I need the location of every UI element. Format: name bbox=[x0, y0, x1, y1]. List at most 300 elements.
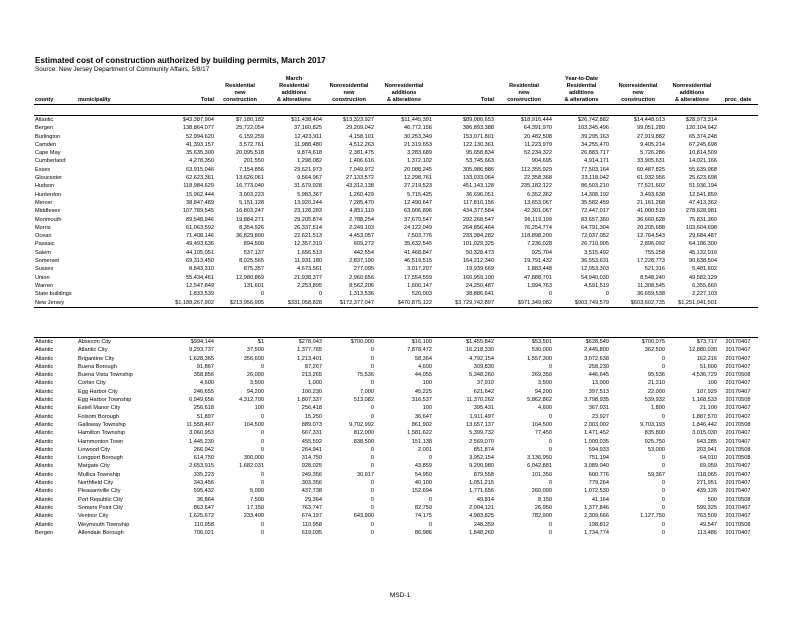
table-cell: 17,150 bbox=[246, 504, 264, 511]
table-cell: 26,883,717 bbox=[581, 150, 609, 157]
table-cell: 104,500 bbox=[243, 421, 264, 428]
municipality-row bbox=[34, 487, 758, 495]
table-cell: 925,704 bbox=[531, 249, 552, 256]
county-row bbox=[34, 240, 758, 248]
table-cell: 1,298,082 bbox=[297, 158, 322, 165]
table-cell: 69,059 bbox=[699, 463, 717, 470]
table-cell: 25,722,054 bbox=[236, 125, 264, 132]
table-cell: Mercer bbox=[35, 199, 53, 206]
table-cell: 6,042,881 bbox=[527, 463, 552, 470]
table-cell: 83,657,360 bbox=[581, 216, 609, 223]
table-cell: 101,350 bbox=[531, 471, 552, 478]
table-cell: 77,450 bbox=[534, 430, 552, 437]
table-cell: 264,941 bbox=[301, 446, 322, 453]
table-cell: 29,684,487 bbox=[689, 233, 717, 240]
municipality-row bbox=[34, 379, 758, 387]
table-cell: 44,055 bbox=[414, 372, 432, 379]
municipality-row bbox=[34, 471, 758, 479]
table-cell: 0 bbox=[661, 480, 665, 487]
municipality-row bbox=[34, 413, 758, 421]
table-cell: 21,100 bbox=[699, 405, 717, 412]
table-cell: 72,447,017 bbox=[581, 208, 609, 215]
table-cell: 362,500 bbox=[644, 347, 665, 354]
table-cell: Port Republic City bbox=[78, 496, 123, 503]
table-cell: 89,548,946 bbox=[186, 216, 214, 223]
month-label: March bbox=[285, 76, 303, 82]
county-row bbox=[34, 141, 758, 149]
table-cell: 0 bbox=[260, 413, 264, 420]
table-cell: 12,541,859 bbox=[689, 191, 717, 198]
table-cell: 65,374,248 bbox=[689, 133, 717, 140]
table-cell: 20170407 bbox=[725, 388, 751, 395]
table-cell: 36,829,800 bbox=[236, 233, 264, 240]
municipality-row bbox=[34, 429, 758, 437]
table-cell: 439,126 bbox=[696, 488, 717, 495]
table-cell bbox=[77, 182, 155, 190]
table-cell: 22,358,368 bbox=[524, 175, 552, 182]
table-cell: Bergen bbox=[35, 529, 54, 536]
table-cell: 4,591,519 bbox=[584, 282, 609, 289]
table-cell: 1,625,672 bbox=[189, 513, 214, 520]
table-cell: 69,313,450 bbox=[186, 258, 214, 265]
table-cell: 0 bbox=[260, 291, 264, 298]
table-cell: 0 bbox=[260, 471, 264, 478]
table-cell: 0 bbox=[661, 504, 665, 511]
table-cell: 2,309,666 bbox=[584, 513, 609, 520]
proc-date-header: proc_date bbox=[718, 83, 758, 105]
municipality-row bbox=[34, 504, 758, 512]
table-cell: 0 bbox=[661, 496, 665, 503]
table-cell: 8,354,926 bbox=[239, 224, 264, 231]
table-cell: 36,553,631 bbox=[581, 258, 609, 265]
table-cell bbox=[718, 232, 758, 240]
table-cell: $628,549 bbox=[553, 338, 610, 347]
header-table bbox=[34, 76, 758, 105]
table-cell: Atlantic bbox=[35, 405, 54, 412]
table-cell: 8,843,310 bbox=[189, 266, 214, 273]
table-cell: 2,227,103 bbox=[692, 291, 717, 298]
table-cell: 23,118,042 bbox=[581, 175, 609, 182]
table-cell: 1,471,452 bbox=[584, 430, 609, 437]
table-cell: 3,072,638 bbox=[584, 355, 609, 362]
table-cell: 107,929 bbox=[696, 388, 717, 395]
table-cell: 446,645 bbox=[588, 372, 609, 379]
table-cell: 110,958 bbox=[194, 521, 214, 528]
table-cell: 0 bbox=[370, 529, 374, 536]
table-cell: 674,197 bbox=[301, 513, 322, 520]
table-cell: 95,536 bbox=[647, 372, 665, 379]
county-row bbox=[34, 207, 758, 215]
period-label-row bbox=[34, 76, 758, 83]
municipality-row bbox=[34, 479, 758, 487]
table-cell bbox=[77, 249, 155, 257]
table-cell: 3,015,030 bbox=[692, 430, 717, 437]
table-cell: 37,160,825 bbox=[294, 125, 322, 132]
municipality-row bbox=[34, 404, 758, 412]
table-cell: 20170407 bbox=[725, 471, 751, 478]
table-cell: 0 bbox=[428, 521, 432, 528]
month-res-new-header: Residential new construction bbox=[215, 83, 265, 105]
table-cell: 5,399,732 bbox=[469, 430, 494, 437]
table-cell: New Jersey bbox=[34, 299, 77, 308]
table-cell bbox=[77, 265, 155, 273]
table-cell: 7,503,776 bbox=[407, 233, 432, 240]
table-cell: 3,136,950 bbox=[527, 455, 552, 462]
table-cell: 1,377,765 bbox=[297, 347, 322, 354]
table-cell: 55,434,461 bbox=[186, 274, 214, 281]
table-cell bbox=[718, 141, 758, 149]
ytd-nonres-alt-header: Nonresidential additions & alterations bbox=[666, 83, 718, 105]
table-cell: Galloway Township bbox=[78, 421, 126, 428]
county-row bbox=[34, 257, 758, 265]
table-cell: Atlantic bbox=[35, 397, 54, 404]
table-cell: $278,043 bbox=[265, 338, 323, 347]
table-cell: 82,750 bbox=[414, 504, 432, 511]
table-cell: 153,071,801 bbox=[462, 133, 494, 140]
table-cell: 72,037,052 bbox=[581, 233, 609, 240]
table-cell: 213,265 bbox=[301, 372, 322, 379]
table-cell: 256,418 bbox=[301, 405, 322, 412]
table-cell: 26,337,514 bbox=[294, 224, 322, 231]
table-cell: 1,260,429 bbox=[349, 191, 374, 198]
table-cell: 23,927 bbox=[591, 413, 609, 420]
table-cell: 47,413,362 bbox=[689, 199, 717, 206]
table-cell: 100 bbox=[422, 405, 432, 412]
table-cell: Warren bbox=[35, 282, 54, 289]
table-cell bbox=[718, 149, 758, 157]
table-cell: 20170508 bbox=[725, 455, 751, 462]
table-cell: 395,431 bbox=[473, 405, 494, 412]
table-cell: 201,550 bbox=[243, 158, 264, 165]
table-cell: 305,986,886 bbox=[462, 166, 494, 173]
table-cell: $3,729,742,897 bbox=[433, 299, 495, 308]
table-cell: 0 bbox=[260, 430, 264, 437]
table-cell: 1,848,260 bbox=[469, 529, 494, 536]
table-cell: $903,749,579 bbox=[553, 299, 610, 308]
table-cell: 19,939,669 bbox=[466, 266, 494, 273]
table-cell: 94,200 bbox=[246, 388, 264, 395]
table-cell: 9,702,992 bbox=[349, 421, 374, 428]
table-cell: 21,938,377 bbox=[294, 274, 322, 281]
table-cell: 4,536,729 bbox=[692, 372, 717, 379]
table-cell: 27,919,882 bbox=[637, 133, 665, 140]
table-cell: $73,717 bbox=[666, 338, 718, 347]
county-row bbox=[34, 191, 758, 199]
table-cell: 782,900 bbox=[531, 513, 552, 520]
table-cell: Hamilton Township bbox=[78, 430, 125, 437]
table-cell: 20,095,518 bbox=[236, 150, 264, 157]
table-cell: Bergen bbox=[35, 125, 54, 132]
table-cell: 20,088,245 bbox=[404, 166, 432, 173]
table-cell: 8,150 bbox=[538, 496, 552, 503]
table-cell: 87,267 bbox=[304, 363, 322, 370]
table-cell: 894,500 bbox=[243, 241, 264, 248]
table-cell bbox=[718, 133, 758, 141]
table-cell: 26,710,905 bbox=[581, 241, 609, 248]
table-cell: 249,356 bbox=[301, 471, 322, 478]
table-cell bbox=[718, 249, 758, 257]
table-cell: 96,119,199 bbox=[524, 216, 552, 223]
table-cell: Egg Harbor City bbox=[78, 388, 118, 395]
table-cell: 41,000,519 bbox=[637, 208, 665, 215]
table-cell: 151,138 bbox=[411, 438, 432, 445]
table-cell: $11,445,391 bbox=[375, 116, 433, 125]
table-cell: 434,377,584 bbox=[462, 208, 494, 215]
table-cell: 20170508 bbox=[725, 521, 751, 528]
table-cell: 1,600,147 bbox=[407, 282, 432, 289]
table-cell: 266,942 bbox=[193, 446, 214, 453]
table-cell: 4,914,171 bbox=[584, 158, 609, 165]
table-cell: 246,655 bbox=[193, 388, 214, 395]
table-cell: 3,500 bbox=[538, 380, 552, 387]
table-cell: Gloucester bbox=[35, 175, 63, 182]
table-cell: 20170407 bbox=[725, 438, 751, 445]
table-cell: 60,487,825 bbox=[637, 166, 665, 173]
table-cell: 6,159,259 bbox=[239, 133, 264, 140]
table-cell: Camden bbox=[35, 141, 57, 148]
table-cell: 95,658,834 bbox=[466, 150, 494, 157]
table-cell: 0 bbox=[318, 291, 322, 298]
table-cell: 256,618 bbox=[193, 405, 214, 412]
table-cell: Morris bbox=[35, 224, 51, 231]
table-cell: Atlantic bbox=[35, 388, 54, 395]
table-cell bbox=[718, 182, 758, 190]
table-cell bbox=[77, 290, 155, 298]
table-cell: 0 bbox=[370, 355, 374, 362]
table-cell: 763,747 bbox=[301, 504, 322, 511]
table-cell: 271,951 bbox=[696, 480, 717, 487]
table-cell: 3,089,040 bbox=[584, 463, 609, 470]
table-cell: 76,254,774 bbox=[524, 224, 552, 231]
table-cell: 7,500 bbox=[250, 496, 264, 503]
table-cell: 1,313,536 bbox=[349, 291, 374, 298]
table-cell: 29,205,874 bbox=[294, 216, 322, 223]
table-cell: 152,694 bbox=[411, 488, 432, 495]
table-cell: 0 bbox=[370, 488, 374, 495]
table-cell: $89,080,653 bbox=[433, 116, 495, 125]
table-cell: 539,932 bbox=[644, 397, 665, 404]
table-cell bbox=[718, 216, 758, 224]
table-cell: 118,898,200 bbox=[521, 233, 552, 240]
table-cell: 9,293,737 bbox=[189, 347, 214, 354]
table-cell: 110,958 bbox=[302, 521, 322, 528]
county-row bbox=[34, 157, 758, 165]
table-cell: 36,864 bbox=[196, 496, 214, 503]
table-cell: 455,592 bbox=[301, 438, 322, 445]
table-cell bbox=[718, 174, 758, 182]
table-cell: 42,301,067 bbox=[524, 208, 552, 215]
table-cell bbox=[718, 299, 758, 308]
municipality-row bbox=[34, 438, 758, 446]
table-cell: 64,391,970 bbox=[524, 125, 552, 132]
table-cell: 91,867 bbox=[196, 363, 214, 370]
county-row bbox=[34, 299, 758, 308]
table-cell: 53,000 bbox=[647, 446, 665, 453]
table-cell bbox=[718, 282, 758, 290]
table-cell: 4,792,154 bbox=[469, 355, 494, 362]
table-cell: 530,000 bbox=[531, 347, 552, 354]
table-cell: 71,408,146 bbox=[186, 233, 214, 240]
table-cell: $1,455,842 bbox=[433, 338, 495, 347]
table-cell: 20170407 bbox=[725, 355, 751, 362]
table-cell: 112,355,929 bbox=[521, 166, 552, 173]
municipality-table bbox=[34, 337, 758, 537]
table-cell bbox=[77, 116, 155, 125]
table-cell: 37,670,547 bbox=[404, 216, 432, 223]
table-cell: 1,377,846 bbox=[584, 504, 609, 511]
table-cell: Atlantic bbox=[35, 521, 54, 528]
table-cell: 1,168,533 bbox=[692, 397, 717, 404]
table-cell: $16,100 bbox=[375, 338, 433, 347]
month-res-alt-header: Residential additions & alterations bbox=[265, 83, 323, 105]
table-cell: $700,075 bbox=[610, 338, 666, 347]
table-cell: 12,547,849 bbox=[186, 282, 214, 289]
table-cell: Union bbox=[35, 274, 50, 281]
table-cell: 11,988,480 bbox=[294, 141, 322, 148]
table-cell: 278,628,981 bbox=[685, 208, 717, 215]
table-cell: 442,554 bbox=[353, 249, 374, 256]
table-cell: 904,695 bbox=[531, 158, 552, 165]
table-cell: 316,537 bbox=[411, 397, 432, 404]
table-cell: Egg Harbor Township bbox=[78, 397, 132, 404]
table-cell: 47,888,701 bbox=[524, 274, 552, 281]
municipality-row bbox=[34, 355, 758, 363]
ytd-res-alt-header: Residential additions & alterations bbox=[553, 83, 610, 105]
table-cell: 35,632,545 bbox=[404, 241, 432, 248]
table-cell: 61,063,592 bbox=[186, 224, 214, 231]
page-footer: MSD-1 bbox=[389, 592, 411, 599]
table-cell: 621,642 bbox=[473, 388, 494, 395]
table-cell: Atlantic bbox=[35, 413, 54, 420]
table-cell: 928,025 bbox=[301, 463, 322, 470]
table-cell: 1,846,442 bbox=[692, 421, 717, 428]
table-cell: 20170407 bbox=[725, 488, 751, 495]
table-cell: 20170407 bbox=[725, 347, 751, 354]
table-cell: Atlantic bbox=[35, 355, 54, 362]
table-cell: 44,105,051 bbox=[186, 249, 214, 256]
table-cell: 8,548,240 bbox=[640, 274, 665, 281]
table-cell: 131,601 bbox=[243, 282, 264, 289]
table-cell bbox=[77, 157, 155, 165]
table-cell: 35,635,300 bbox=[186, 150, 214, 157]
table-cell: 889,073 bbox=[301, 421, 322, 428]
table-cell: $43,387,904 bbox=[155, 116, 215, 125]
table-cell: 8,025,565 bbox=[239, 258, 264, 265]
table-cell: 277,095 bbox=[353, 266, 374, 273]
table-cell: 3,798,935 bbox=[584, 397, 609, 404]
table-cell: 37,910 bbox=[476, 380, 494, 387]
table-cell: $994,144 bbox=[155, 338, 215, 347]
table-cell: 53,745,663 bbox=[466, 158, 494, 165]
table-cell: $1,188,267,902 bbox=[155, 299, 215, 308]
table-cell: 43,859 bbox=[414, 463, 432, 470]
table-cell: 46,519,515 bbox=[404, 258, 432, 265]
table-cell: Corbin City bbox=[78, 380, 106, 387]
table-cell: 0 bbox=[548, 363, 552, 370]
table-cell: $14,448,013 bbox=[610, 116, 666, 125]
table-cell: 7,285,470 bbox=[349, 199, 374, 206]
table-cell: 879,558 bbox=[473, 471, 494, 478]
table-cell bbox=[718, 274, 758, 282]
municipality-row bbox=[34, 512, 758, 520]
table-cell: 5,000 bbox=[250, 488, 264, 495]
table-cell: 61,932,956 bbox=[637, 175, 665, 182]
county-row bbox=[34, 124, 758, 132]
table-cell: 20170407 bbox=[725, 405, 751, 412]
table-cell: 5,151,128 bbox=[239, 199, 264, 206]
table-cell: 12,357,319 bbox=[294, 241, 322, 248]
table-cell: 309,830 bbox=[473, 363, 494, 370]
ytd-nonres-new-header: Nonresidential new construction bbox=[610, 83, 666, 105]
table-cell: Atlantic bbox=[35, 513, 54, 520]
table-cell: 0 bbox=[428, 496, 432, 503]
table-cell: 14,021,166 bbox=[689, 158, 717, 165]
table-cell: 3,017,297 bbox=[407, 266, 432, 273]
table-cell: 100 bbox=[422, 380, 432, 387]
municipality-row bbox=[34, 496, 758, 504]
table-cell: 2,003,002 bbox=[584, 421, 609, 428]
table-cell: 258,230 bbox=[588, 363, 609, 370]
table-cell bbox=[77, 299, 155, 308]
table-cell bbox=[718, 124, 758, 132]
table-cell bbox=[77, 240, 155, 248]
table-cell: 2,569,070 bbox=[469, 438, 494, 445]
table-cell: 54,950 bbox=[414, 471, 432, 478]
table-cell: 0 bbox=[260, 446, 264, 453]
table-cell: 203,941 bbox=[696, 446, 717, 453]
table-cell: Brigantine City bbox=[78, 355, 115, 362]
table-cell: 20170407 bbox=[725, 463, 751, 470]
municipality-row bbox=[34, 346, 758, 354]
table-cell: $1 bbox=[215, 338, 265, 347]
table-cell: 86,986 bbox=[414, 529, 432, 536]
table-cell: 99,051,280 bbox=[637, 125, 665, 132]
table-cell: 118,065 bbox=[697, 471, 717, 478]
table-cell: 667,331 bbox=[301, 430, 322, 437]
table-cell: 0 bbox=[661, 529, 665, 536]
table-cell: 86,503,210 bbox=[581, 183, 609, 190]
ytd-res-new-header: Residential new construction bbox=[495, 83, 553, 105]
table-cell: 0 bbox=[661, 355, 665, 362]
table-cell: Ventnor City bbox=[78, 513, 109, 520]
table-cell: Burlington bbox=[35, 133, 61, 140]
table-cell: $18,916,444 bbox=[495, 116, 553, 125]
municipality-row bbox=[34, 421, 758, 429]
table-cell: 100 bbox=[707, 380, 717, 387]
table-cell: 46,772,156 bbox=[404, 125, 432, 132]
table-cell: 9,200,980 bbox=[469, 463, 494, 470]
table-cell: 13,653,067 bbox=[524, 199, 552, 206]
table-cell: 13,000 bbox=[591, 380, 609, 387]
table-cell: 12,764,543 bbox=[637, 233, 665, 240]
table-cell: $11,438,404 bbox=[265, 116, 323, 125]
table-cell: 30,253,349 bbox=[404, 133, 432, 140]
table-cell: 30,917 bbox=[356, 471, 374, 478]
table-cell: 0 bbox=[548, 521, 552, 528]
table-cell: 838,500 bbox=[353, 438, 374, 445]
table-cell: 0 bbox=[370, 446, 374, 453]
table-cell: Middlesex bbox=[35, 208, 61, 215]
table-cell: 0 bbox=[260, 521, 264, 528]
table-cell: 755,258 bbox=[644, 249, 665, 256]
table-cell: 1,807,337 bbox=[297, 397, 322, 404]
table-cell: 9,874,618 bbox=[297, 150, 322, 157]
table-cell: 0 bbox=[370, 347, 374, 354]
table-cell: 835,800 bbox=[644, 430, 665, 437]
table-cell: 1,800 bbox=[651, 405, 665, 412]
table-cell: 0 bbox=[260, 438, 264, 445]
table-cell: 94,200 bbox=[534, 388, 552, 395]
